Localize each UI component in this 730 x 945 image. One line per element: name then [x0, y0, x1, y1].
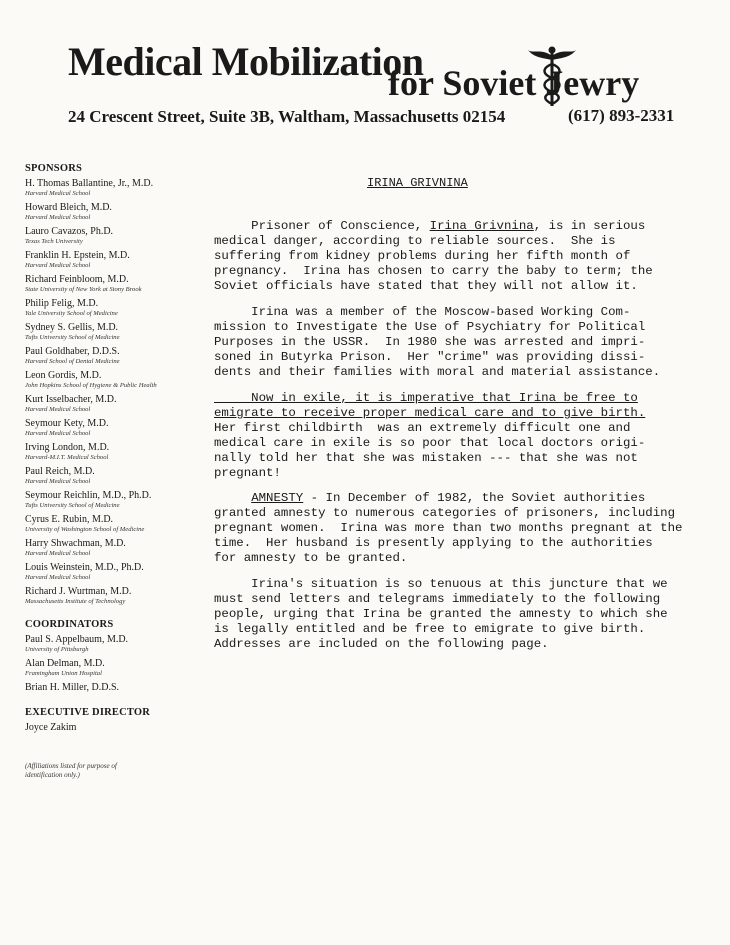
sidebar-person [25, 370, 215, 390]
person-affiliation: Harvard Medical School [25, 550, 91, 557]
sidebar-person [25, 658, 215, 678]
coordinators-list [25, 634, 215, 694]
sidebar-person [25, 346, 215, 366]
person-name: Paul Goldhaber, D.D.S. [25, 346, 120, 357]
person-name: Seymour Kety, M.D. [25, 418, 109, 429]
paragraph-1-name: Irina Grivnina [429, 219, 534, 233]
person-name: Harry Shwachman, M.D. [25, 538, 126, 549]
person-name: Alan Delman, M.D. [25, 658, 105, 669]
person-name: Howard Bleich, M.D. [25, 202, 112, 213]
sidebar-person [25, 298, 215, 318]
person-name: Brian H. Miller, D.D.S. [25, 682, 120, 693]
paragraph-5: Irina's situation is so tenuous at this juncture that we must send letters and telegrams immediately to the following people, urging that Irina be granted the amnesty to which she is legally entitled and be free to emigrate to give birth. Addresses are included on the following page. [214, 577, 668, 651]
person-affiliation: Tufts University School of Medicine [25, 502, 120, 509]
coordinators-heading: COORDINATORS [25, 619, 114, 630]
sidebar-person [25, 322, 215, 342]
sponsor-sidebar [25, 163, 215, 780]
org-address: 24 Crescent Street, Suite 3B, Waltham, Massachusetts 02154 [68, 107, 506, 126]
sponsors-heading: SPONSORS [25, 163, 83, 174]
executive-director-heading: EXECUTIVE DIRECTOR [25, 707, 151, 718]
person-affiliation: Tufts University School of Medicine [25, 334, 120, 341]
paragraph-4-amnesty: AMNESTY [251, 491, 304, 505]
sidebar-person [25, 466, 215, 486]
caduceus-icon [528, 44, 576, 108]
person-affiliation: Harvard Medical School [25, 190, 91, 197]
person-affiliation: Framingham Union Hospital [25, 670, 102, 677]
paragraph-4 [214, 491, 684, 566]
sidebar-person [25, 202, 215, 222]
sidebar-person [25, 226, 215, 246]
person-affiliation: John Hopkins School of Hygiene & Public Health [25, 382, 157, 389]
paragraph-3 [214, 391, 684, 481]
person-name: Paul Reich, M.D. [25, 466, 95, 477]
sidebar-person [25, 418, 215, 438]
person-name: Lauro Cavazos, Ph.D. [25, 226, 114, 237]
executive-director-name: Joyce Zakim [25, 722, 77, 733]
person-name: Philip Felig, M.D. [25, 298, 99, 309]
sidebar-person [25, 394, 215, 414]
sponsors-list [25, 178, 215, 606]
person-affiliation: Harvard Medical School [25, 430, 91, 437]
sidebar-person [25, 682, 215, 694]
org-name-line1: Medical Mobilization [68, 39, 424, 84]
affiliation-note-line2: identification only.) [25, 771, 80, 779]
document-title: IRINA GRIVNINA [367, 176, 468, 190]
person-name: Louis Weinstein, M.D., Ph.D. [25, 562, 144, 573]
paragraph-1 [214, 219, 684, 294]
person-affiliation: Harvard Medical School [25, 406, 91, 413]
sidebar-person [25, 442, 215, 462]
person-name: H. Thomas Ballantine, Jr., M.D. [25, 178, 154, 189]
paragraph-4-lead [214, 491, 251, 505]
paragraph-1-rest: , is in serious medical danger, according to reliable sources. She is suffering from kidney problems during her fifth month of pregnancy. Irina has chosen to carry the baby to term; the Soviet officials have stated that they will not allow it. [214, 219, 653, 293]
sidebar-person [25, 634, 215, 654]
org-name-line2: for Soviet Jewry [388, 63, 640, 103]
person-affiliation: State University of New York at Stony Brook [25, 286, 142, 293]
person-affiliation: Yale University School of Medicine [25, 310, 118, 317]
paragraph-2: Irina was a member of the Moscow-based Working Com- mission to Investigate the Use of Psychiatry for Political Purposes in the USSR. In 1980 she was arrested and impri- soned in Butyrka Prison. Her "crime" was providing dissi- dents and their families with moral and material assistance. [214, 305, 661, 379]
affiliation-note-line1: (Affiliations listed for purpose of [25, 762, 117, 770]
person-name: Kurt Isselbacher, M.D. [25, 394, 117, 405]
sidebar-person [25, 586, 215, 606]
paragraph-3-underlined-2: emigrate to receive proper medical care and to give birth. [214, 406, 646, 420]
paragraph-3-underlined-1: Now in exile, it is imperative that Irina be free to [214, 391, 638, 405]
person-affiliation: Texas Tech University [25, 238, 83, 245]
person-affiliation: Harvard Medical School [25, 478, 91, 485]
person-affiliation: Harvard-M.I.T. Medical School [25, 454, 109, 461]
person-affiliation: Massachusetts Institute of Technology [25, 598, 126, 605]
org-phone: (617) 893-2331 [568, 106, 675, 125]
paragraph-3-rest: Her first childbirth was an extremely difficult one and medical care in exile is so poor that local doctors origi- nally told her that she was mistaken --- that she was not pregnant! [214, 421, 646, 480]
person-affiliation: University of Pittsburgh [25, 646, 89, 653]
sidebar-person [25, 178, 215, 198]
sidebar-person [25, 250, 215, 270]
person-affiliation: Harvard Medical School [25, 262, 91, 269]
person-name: Sydney S. Gellis, M.D. [25, 322, 119, 333]
person-name: Seymour Reichlin, M.D., Ph.D. [25, 490, 152, 501]
person-affiliation: Harvard Medical School [25, 574, 91, 581]
sidebar-person [25, 562, 215, 582]
sidebar-person [25, 514, 215, 534]
person-affiliation: University of Washington School of Medicine [25, 526, 145, 533]
person-name: Leon Gordis, M.D. [25, 370, 102, 381]
sidebar-person [25, 490, 215, 510]
paragraph-4-rest: - In December of 1982, the Soviet authorities granted amnesty to numerous categories of prisoners, including pregnant women. Irina was more than two months pregnant at the time. Her husband is presently applying to the authorities for amnesty to be granted. [214, 491, 683, 565]
person-affiliation: Harvard School of Dental Medicine [25, 358, 120, 365]
person-name: Richard J. Wurtman, M.D. [25, 586, 132, 597]
person-name: Cyrus E. Rubin, M.D. [25, 514, 114, 525]
sidebar-person [25, 274, 215, 294]
person-name: Paul S. Appelbaum, M.D. [25, 634, 129, 645]
paragraph-1-lead: Prisoner of Conscience, [214, 219, 430, 233]
affiliation-note [25, 762, 165, 780]
person-name: Richard Feinbloom, M.D. [25, 274, 129, 285]
person-affiliation: Harvard Medical School [25, 214, 91, 221]
person-name: Franklin H. Epstein, M.D. [25, 250, 130, 261]
person-name: Irving London, M.D. [25, 442, 110, 453]
sidebar-person [25, 538, 215, 558]
